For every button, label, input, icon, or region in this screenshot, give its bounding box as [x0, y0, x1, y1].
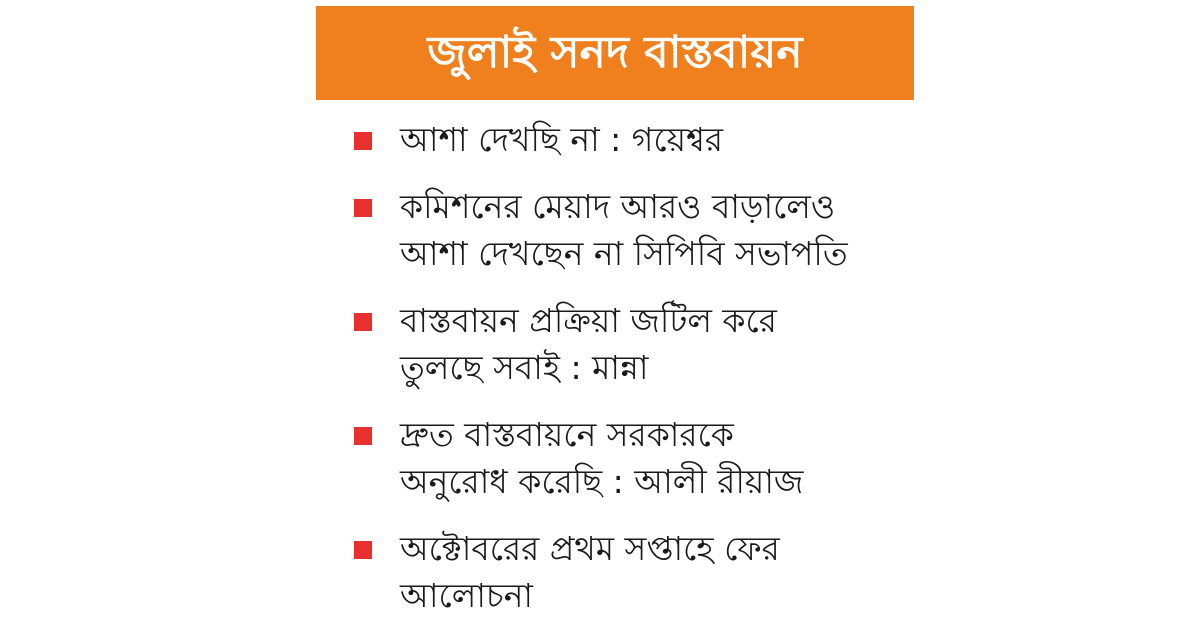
red-square-bullet-icon: [354, 541, 372, 559]
red-square-bullet-icon: [354, 427, 372, 445]
bullet-list: [354, 116, 914, 630]
bullet-text: বাস্তবায়ন প্রক্রিয়া জটিল করে: [400, 301, 777, 340]
bullet-item: [354, 411, 914, 505]
bullet-text: অনুরোধ করেছি : আলী রীয়াজ: [400, 462, 804, 501]
bullet-text: আশা দেখছি না : গয়েশ্বর: [400, 120, 724, 159]
news-summary-card: [316, 6, 914, 630]
red-square-bullet-icon: [354, 199, 372, 217]
headline-title: জুলাই সনদ বাস্তবায়ন: [427, 27, 803, 78]
bullet-item: [354, 525, 914, 619]
bullet-text: আশা দেখছেন না সিপিবি সভাপতি: [400, 234, 848, 273]
bullet-text: দ্রুত বাস্তবায়নে সরকারকে: [400, 415, 734, 454]
bullet-item: [354, 116, 914, 163]
bullet-text: আলোচনা: [400, 576, 533, 615]
red-square-bullet-icon: [354, 313, 372, 331]
bullet-text: কমিশনের মেয়াদ আরও বাড়ালেও: [400, 187, 836, 226]
bullet-text: অক্টোবরের প্রথম সপ্তাহে ফের: [400, 529, 780, 568]
headline-banner: [316, 6, 914, 100]
red-square-bullet-icon: [354, 132, 372, 150]
bullet-item: [354, 183, 914, 277]
bullet-item: [354, 297, 914, 391]
bullet-text: তুলছে সবাই : মান্না: [400, 348, 649, 387]
